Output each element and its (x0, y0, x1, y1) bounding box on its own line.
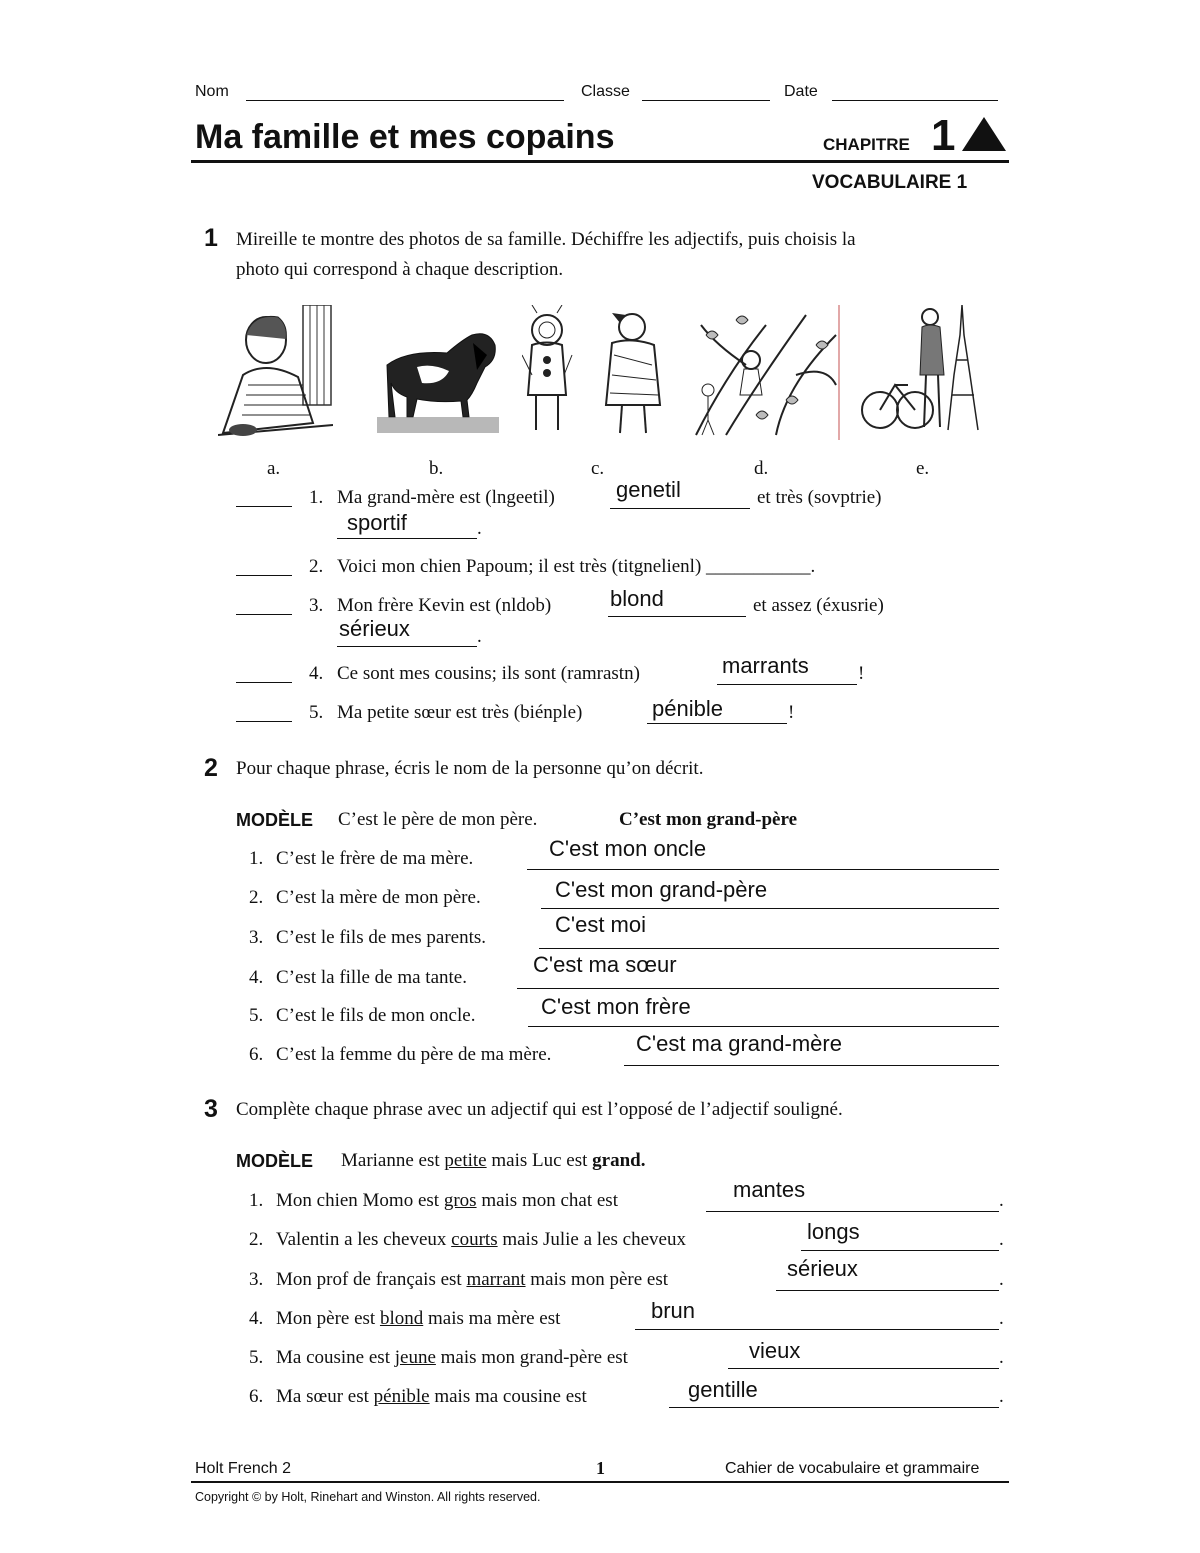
item-underlined-word: courts (451, 1229, 498, 1250)
item-text: Ma grand-mère est (lngeetil) (337, 487, 555, 508)
footer-book-title: Holt French 2 (195, 1460, 292, 1477)
item-text: Ma petite sœur est très (biénple) (337, 702, 583, 723)
handwritten-answer: C'est ma sœur (533, 952, 677, 977)
item-sentence (276, 1308, 560, 1330)
title-rule (191, 160, 1009, 163)
item-number: 3. (249, 1269, 264, 1290)
date-field[interactable] (832, 82, 998, 101)
handwritten-answer: vieux (749, 1338, 801, 1363)
item-number: 2. (249, 887, 264, 908)
modele-sentence (341, 1150, 645, 1172)
nom-field[interactable] (246, 82, 564, 101)
punctuation: . (999, 1190, 1004, 1211)
photo-label-b: b. (429, 458, 444, 479)
punctuation: ! (858, 663, 865, 684)
nom-label: Nom (195, 83, 229, 100)
item-number: 2. (309, 556, 324, 577)
chapitre-number: 1 (931, 111, 956, 160)
item-text: et assez (éxusrie) (753, 595, 884, 616)
item-sentence (276, 1269, 668, 1291)
exercise-2-instruction: Pour chaque phrase, écris le nom de la personne qu’on décrit. (236, 758, 704, 779)
item-number: 3. (249, 927, 264, 948)
item-post: mais Julie a les cheveux (502, 1229, 686, 1250)
item-question: C’est le frère de ma mère. (276, 848, 474, 869)
item-number: 4. (249, 967, 264, 988)
item-number: 6. (249, 1044, 264, 1065)
exercise-1-number: 1 (204, 224, 218, 252)
handwritten-answer: C'est ma grand-mère (636, 1031, 842, 1056)
item-underlined-word: marrant (466, 1269, 526, 1290)
item-sentence (276, 1386, 587, 1408)
modele-pre: Marianne est (341, 1150, 440, 1171)
item-underlined-word: blond (379, 1308, 424, 1329)
item-number: 6. (249, 1386, 264, 1407)
item-question: C’est la fille de ma tante. (276, 967, 467, 988)
handwritten-answer: genetil (616, 477, 681, 502)
date-label: Date (784, 83, 818, 100)
triangle-icon (962, 117, 1006, 151)
exercise-3-instruction: Complète chaque phrase avec un adjectif qui est l’opposé de l’adjectif souligné. (236, 1099, 843, 1120)
item-text: Ce sont mes cousins; ils sont (ramrastn) (337, 663, 640, 684)
item-pre: Ma cousine est (276, 1347, 390, 1368)
modele-label: MODÈLE (236, 810, 314, 830)
handwritten-answer: C'est mon frère (541, 994, 691, 1019)
photo-label-d: d. (754, 458, 769, 479)
item-number: 1. (249, 1190, 264, 1211)
item-post: mais mon chat est (481, 1190, 618, 1211)
modele-text: C’est le père de mon père. (338, 809, 538, 830)
item-pre: Mon prof de français est (276, 1269, 462, 1290)
item-pre: Mon chien Momo est (276, 1190, 440, 1211)
item-post: mais mon père est (530, 1269, 669, 1290)
footer-workbook-title: Cahier de vocabulaire et grammaire (725, 1460, 980, 1477)
handwritten-answer: sportif (347, 510, 407, 535)
copyright: Copyright © by Holt, Rinehart and Winston. All rights reserved. (195, 1490, 541, 1504)
classe-field[interactable] (642, 82, 770, 101)
punctuation: . (477, 626, 482, 647)
costume-children-drawing-image (522, 305, 682, 440)
punctuation: . (477, 518, 482, 539)
photo-label-c: c. (591, 458, 605, 479)
modele-post: mais Luc est (491, 1150, 588, 1171)
modele-underlined-word: petite (444, 1150, 487, 1171)
handwritten-answer: pénible (652, 696, 723, 721)
item-number: 5. (249, 1005, 264, 1026)
exercise-1-instruction-line1: Mireille te montre des photos de sa famille. Déchiffre les adjectifs, puis choisis la (236, 229, 856, 250)
punctuation: . (999, 1229, 1004, 1250)
item-number: 2. (249, 1229, 264, 1250)
handwritten-answer: C'est moi (555, 912, 646, 937)
exercise-3-number: 3 (204, 1095, 218, 1123)
item-number: 3. (309, 595, 324, 616)
item-pre: Mon père est (276, 1308, 376, 1329)
letter-blank[interactable] (236, 598, 292, 615)
letter-blank[interactable] (236, 490, 292, 507)
item-post: mais ma cousine est (434, 1386, 587, 1407)
handwritten-answer: C'est mon oncle (549, 836, 707, 861)
letter-blank[interactable] (236, 666, 292, 683)
boy-drawing-image (218, 305, 333, 440)
page-number: 1 (596, 1458, 605, 1478)
item-pre: Valentin a les cheveux (276, 1229, 447, 1250)
handwritten-answer: longs (807, 1219, 860, 1244)
item-number: 5. (309, 702, 324, 723)
item-sentence (276, 1347, 628, 1369)
footer-rule (191, 1481, 1009, 1483)
item-question: C’est la mère de mon père. (276, 887, 481, 908)
modele-answer: grand. (592, 1150, 646, 1171)
item-sentence (276, 1229, 686, 1251)
item-text: et très (sovptrie) (757, 487, 882, 508)
item-question: C’est la femme du père de ma mère. (276, 1044, 552, 1065)
item-underlined-word: gros (443, 1190, 477, 1211)
handwritten-answer: C'est mon grand-père (555, 877, 768, 902)
photo-label-e: e. (916, 458, 930, 479)
kids-in-tree-drawing-image (686, 305, 841, 440)
handwritten-answer: brun (651, 1298, 696, 1323)
modele-label: MODÈLE (236, 1151, 314, 1171)
punctuation: . (999, 1308, 1004, 1329)
letter-blank[interactable] (236, 705, 292, 722)
dog-drawing-image (377, 305, 499, 440)
handwritten-answer: gentille (688, 1377, 758, 1402)
item-text: Voici mon chien Papoum; il est très (titgnelienl) ___________. (337, 556, 816, 577)
item-question: C’est le fils de mon oncle. (276, 1005, 476, 1026)
handwritten-answer: mantes (733, 1177, 806, 1202)
chapitre-label: CHAPITRE (823, 135, 910, 154)
item-number: 4. (309, 663, 324, 684)
item-number: 1. (309, 487, 324, 508)
handwritten-answer: blond (610, 586, 664, 611)
photo-label-a: a. (267, 458, 281, 479)
item-post: mais ma mère est (427, 1308, 561, 1329)
item-text: Mon frère Kevin est (nldob) (337, 595, 552, 616)
handwritten-answer: sérieux (787, 1256, 858, 1281)
item-underlined-word: jeune (394, 1347, 436, 1368)
handwritten-answer: marrants (722, 653, 809, 678)
punctuation: . (999, 1269, 1004, 1290)
punctuation: . (999, 1386, 1004, 1407)
item-question: C’est le fils de mes parents. (276, 927, 487, 948)
item-number: 4. (249, 1308, 264, 1329)
item-pre: Ma sœur est (276, 1386, 369, 1407)
modele-answer: C’est mon grand-père (619, 809, 798, 830)
exercise-2-number: 2 (204, 754, 218, 782)
item-number: 1. (249, 848, 264, 869)
item-sentence (276, 1190, 618, 1212)
letter-blank[interactable] (236, 559, 292, 576)
handwritten-answer: sérieux (339, 616, 410, 641)
exercise-1-instruction-line2: photo qui correspond à chaque description. (236, 259, 564, 280)
classe-label: Classe (581, 83, 630, 100)
section-label: VOCABULAIRE 1 (812, 172, 968, 193)
punctuation: ! (788, 702, 795, 723)
item-underlined-word: pénible (373, 1386, 430, 1407)
page-title: Ma famille et mes copains (195, 118, 615, 156)
bicycle-eiffel-tower-drawing-image (860, 305, 990, 440)
item-post: mais mon grand-père est (440, 1347, 628, 1368)
item-number: 5. (249, 1347, 264, 1368)
punctuation: . (999, 1347, 1004, 1368)
